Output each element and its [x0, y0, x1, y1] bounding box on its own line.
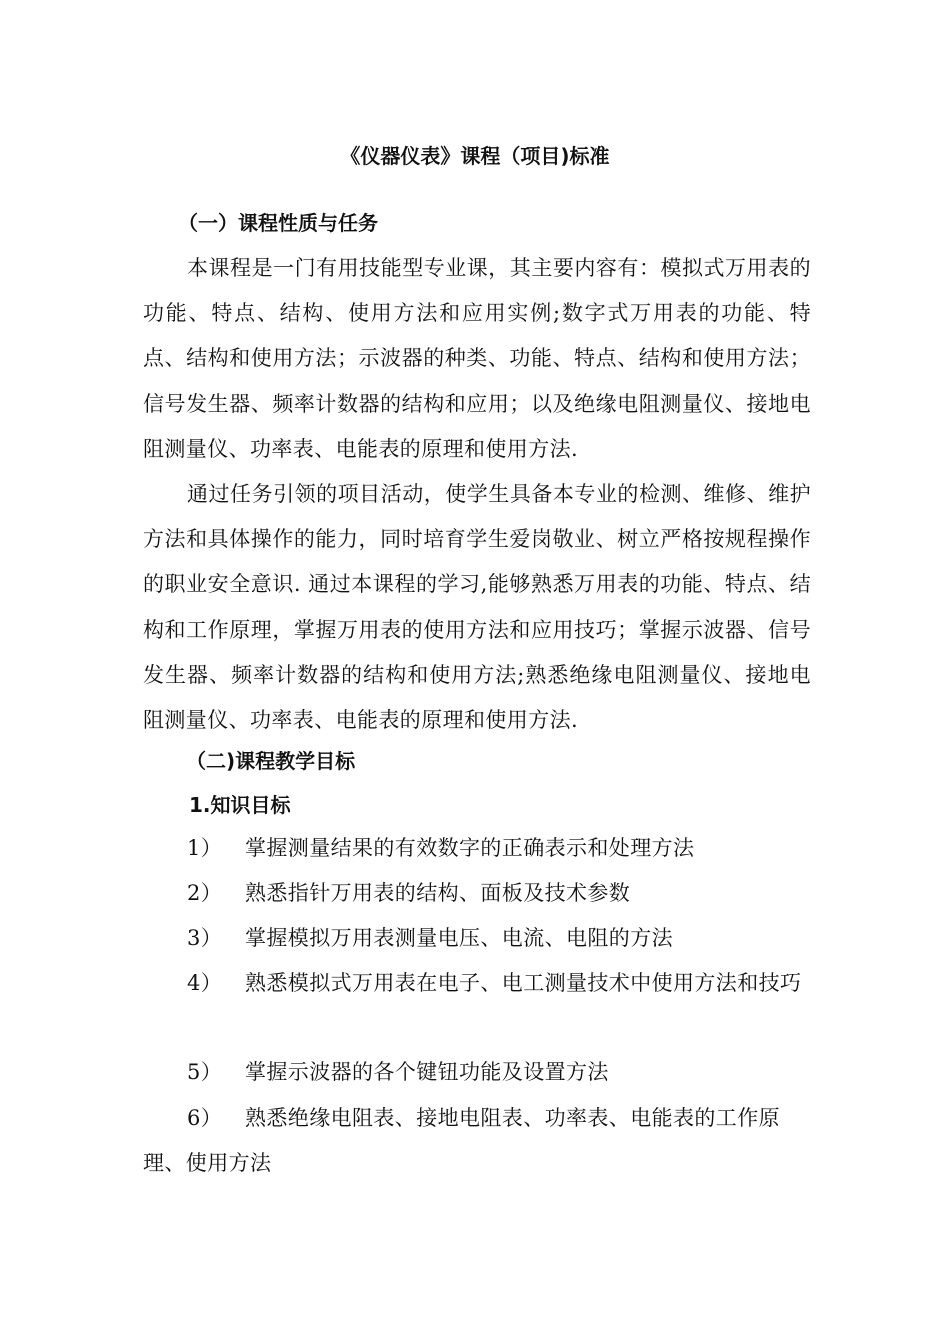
document-title: 《仪器仪表》课程（项目)标准 [340, 144, 610, 168]
list-item-text: 熟悉模拟式万用表在电子、电工测量技术中使用方法和技巧 [245, 971, 802, 995]
list-item-number: 4） [187, 971, 223, 995]
list-item-number: 2） [187, 881, 223, 905]
section-heading-teaching-goals: （二)课程教学目标 [186, 749, 356, 773]
list-item-text: 掌握示波器的各个键钮功能及设置方法 [245, 1060, 609, 1084]
list-item-number: 1） [187, 836, 223, 860]
paragraph-main-content: 本课程是一门有用技能型专业课，其主要内容有：模拟式万用表的功能、特点、结构、使用方法和应用实例;数字式万用表的功能、特点、结构和使用方法；示波器的种类、功能、特点、结构和使用方法；信号发生器、频率计数器的结构和应用；以及绝缘电阻测量仪、接地电阻测量仪、功率表、电能表的原理和使用方法. [143, 256, 811, 461]
list-item [143, 961, 811, 1006]
section-heading-nature-tasks: （一）课程性质与任务 [178, 211, 378, 235]
list-item-text: 掌握测量结果的有效数字的正确表示和处理方法 [245, 836, 695, 860]
list-item [143, 826, 811, 871]
list-item [143, 871, 811, 916]
list-item-text: 掌握模拟万用表测量电压、电流、电阻的方法 [245, 926, 673, 950]
list-item-text: 熟悉指针万用表的结构、面板及技术参数 [245, 881, 631, 905]
paragraph-project-activities: 通过任务引领的项目活动，使学生具备本专业的检测、维修、维护方法和具体操作的能力，同时培育学生爱岗敬业、树立严格按规程操作的职业安全意识. 通过本课程的学习,能够熟悉万用表的功能、特点、结构和工作原理，掌握万用表的使用方法和应用技巧；掌握示波器、信号发生器、频率计数器的结构和使用方法;熟悉绝缘电阻测量仪、接地电阻测量仪、功率表、电能表的原理和使用方法. [143, 482, 811, 733]
list-item [143, 1096, 811, 1186]
list-item-text: 熟悉绝缘电阻表、接地电阻表、功率表、电能表的工作原理、使用方法 [143, 1106, 780, 1176]
list-item [143, 1050, 811, 1095]
subheading-knowledge-goals: 1.知识目标 [189, 793, 291, 817]
list-item-number: 3） [187, 926, 223, 950]
list-item-number: 5） [187, 1060, 223, 1084]
list-item [143, 916, 811, 961]
list-item-number: 6） [187, 1106, 223, 1130]
